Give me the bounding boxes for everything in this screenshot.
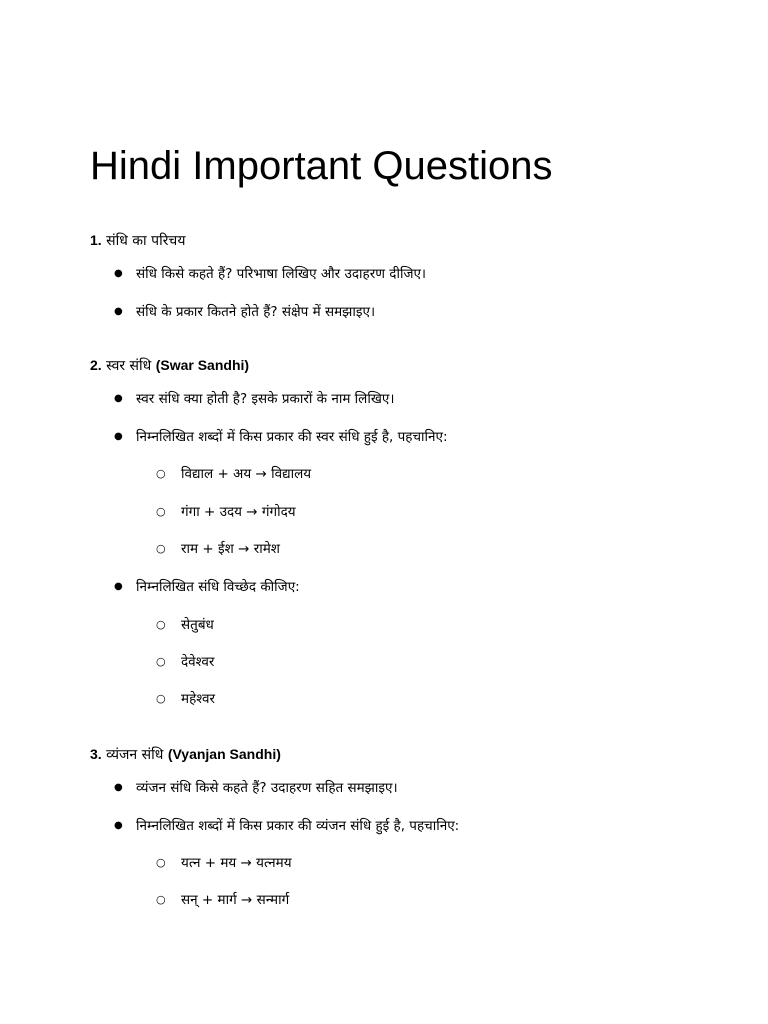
- section-number: 2.: [90, 357, 102, 373]
- list-item-text: संधि किसे कहते हैं? परिभाषा लिखिए और उदाहरण दीजिए।: [136, 266, 427, 282]
- hollow-bullet-icon: ○: [156, 618, 166, 631]
- bullet-icon: ●: [114, 820, 123, 831]
- sub-list-item-text: सेतुबंध: [181, 617, 214, 633]
- list-item-text: निम्नलिखित संधि विच्छेद कीजिए:: [136, 579, 300, 595]
- hollow-bullet-icon: ○: [156, 655, 166, 668]
- section-title-hindi: संधि का परिचय: [106, 233, 186, 249]
- section-title-latin: (Swar Sandhi): [155, 357, 250, 373]
- bullet-icon: ●: [114, 268, 123, 279]
- section-heading-1: [90, 231, 185, 250]
- sub-list-item-text: महेश्वर: [181, 691, 216, 707]
- hollow-bullet-icon: ○: [156, 692, 166, 705]
- hollow-bullet-icon: ○: [156, 856, 166, 869]
- sub-list-item-text: सन् + मार्ग → सन्मार्ग: [181, 892, 290, 908]
- list-item-text: संधि के प्रकार कितने होते हैं? संक्षेप में समझाइए।: [136, 304, 376, 320]
- hollow-bullet-icon: ○: [156, 893, 166, 906]
- sub-list-item-text: गंगा + उदय → गंगोदय: [181, 504, 296, 520]
- hollow-bullet-icon: ○: [156, 542, 166, 555]
- bullet-icon: ●: [114, 306, 123, 317]
- section-number: 1.: [90, 232, 102, 248]
- list-item-text: स्वर संधि क्या होती है? इसके प्रकारों के नाम लिखिए।: [136, 391, 395, 407]
- list-item-text: निम्नलिखित शब्दों में किस प्रकार की व्यंजन संधि हुई है, पहचानिए:: [136, 818, 460, 834]
- section-title-hindi: व्यंजन संधि: [106, 747, 164, 763]
- section-number: 3.: [90, 746, 102, 762]
- bullet-icon: ●: [114, 393, 123, 404]
- sub-list-item-text: विद्याल + अय → विद्यालय: [181, 466, 312, 482]
- page-title: Hindi Important Questions: [90, 144, 553, 188]
- sub-list-item-text: राम + ईश → रामेश: [181, 541, 280, 557]
- bullet-icon: ●: [114, 782, 123, 793]
- section-title-latin: (Vyanjan Sandhi): [167, 746, 281, 762]
- bullet-icon: ●: [114, 581, 123, 592]
- list-item-text: व्यंजन संधि किसे कहते हैं? उदाहरण सहित समझाइए।: [136, 780, 398, 796]
- bullet-icon: ●: [114, 431, 123, 442]
- section-title-hindi: स्वर संधि: [106, 358, 152, 374]
- sub-list-item-text: यत्न + मय → यत्नमय: [181, 855, 292, 871]
- list-item-text: निम्नलिखित शब्दों में किस प्रकार की स्वर संधि हुई है, पहचानिए:: [136, 429, 448, 445]
- hollow-bullet-icon: ○: [156, 505, 166, 518]
- section-heading-3: [90, 745, 281, 764]
- sub-list-item-text: देवेश्वर: [181, 654, 215, 670]
- hollow-bullet-icon: ○: [156, 467, 166, 480]
- section-heading-2: [90, 356, 249, 375]
